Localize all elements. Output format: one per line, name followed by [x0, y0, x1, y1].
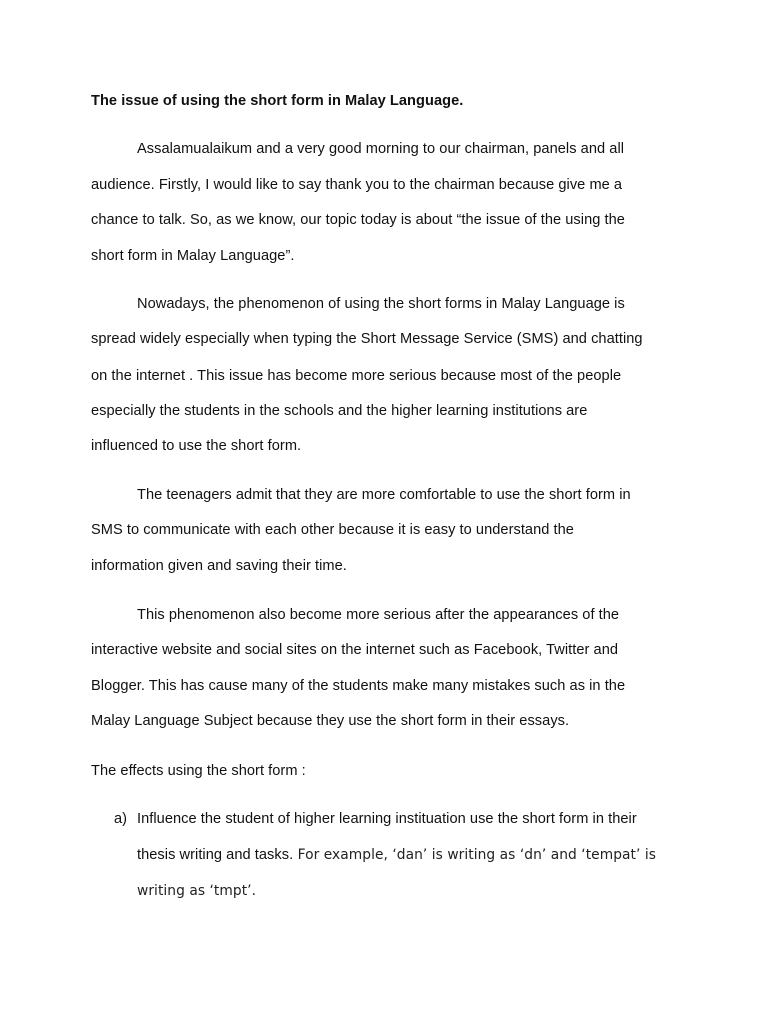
paragraph-4-line-3: Blogger. This has cause many of the students make many mistakes such as in the: [91, 678, 626, 694]
paragraph-3-line-1: The teenagers admit that they are more comfortable to use the short form in: [137, 487, 631, 503]
paragraph-1-line-1: Assalamualaikum and a very good morning to our chairman, panels and all: [137, 141, 625, 157]
list-item-a-marker: a): [114, 811, 128, 827]
paragraph-1-line-3: chance to talk. So, as we know, our topic today is about “the issue of the using the: [91, 212, 625, 228]
paragraph-2-line-4: especially the students in the schools and the higher learning institutions are: [91, 403, 588, 419]
paragraph-2-line-5: influenced to use the short form.: [91, 438, 302, 454]
list-item-a-line-2: [137, 846, 656, 864]
paragraph-1-line-4: short form in Malay Language”.: [91, 248, 295, 264]
effects-heading: The effects using the short form :: [91, 763, 306, 779]
paragraph-1-line-2: audience. Firstly, I would like to say thank you to the chairman because give me a: [91, 177, 623, 193]
paragraph-3-line-3: information given and saving their time.: [91, 558, 347, 574]
paragraph-3-line-2: SMS to communicate with each other because it is easy to understand the: [91, 522, 574, 538]
paragraph-2-line-1: Nowadays, the phenomenon of using the short forms in Malay Language is: [137, 296, 625, 312]
list-item-a-line-2-part-2: For example, ‘dan’ is writing as ‘dn’ and ‘tempat’ is: [293, 847, 656, 863]
document-title: The issue of using the short form in Malay Language.: [91, 93, 464, 109]
list-item-a-line-2-part-1: thesis writing and tasks.: [137, 847, 294, 863]
list-item-a-line-1: Influence the student of higher learning instituation use the short form in their: [137, 811, 637, 827]
paragraph-4-line-4: Malay Language Subject because they use the short form in their essays.: [91, 713, 570, 729]
paragraph-4-line-2: interactive website and social sites on the internet such as Facebook, Twitter and: [91, 642, 619, 658]
paragraph-2-line-2: spread widely especially when typing the Short Message Service (SMS) and chatting: [91, 331, 643, 347]
list-item-a-line-3: writing as ‘tmpt’.: [137, 883, 257, 899]
paragraph-2-line-3: on the internet . This issue has become more serious because most of the people: [91, 368, 622, 384]
paragraph-4-line-1: This phenomenon also become more serious after the appearances of the: [137, 607, 620, 623]
